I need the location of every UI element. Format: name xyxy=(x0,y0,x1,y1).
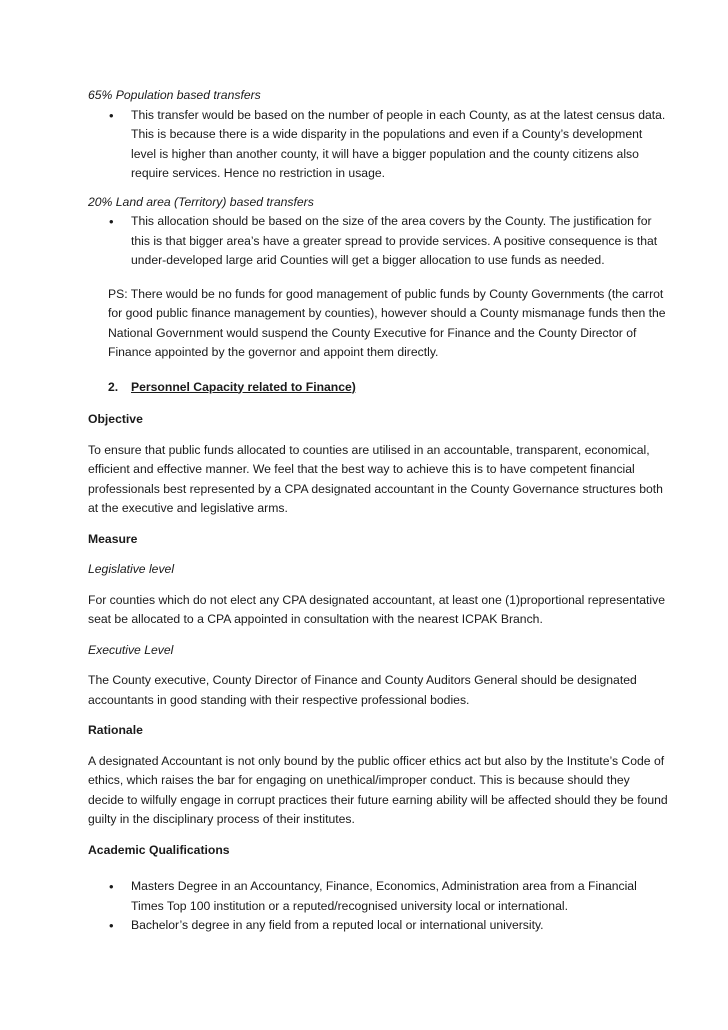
executive-level-text: The County executive, County Director of Finance and County Auditors General should be designated accountants in good standing with their respective professional bodies. xyxy=(88,673,637,707)
ps-note: PS: There would be no funds for good management of public funds by County Governments (the carrot for good public finance management by counties), however should a County mismanage funds then the National Government would suspend the County Executive for Finance and the County Director of Finance appointed by the governor and appoint them directly. xyxy=(108,286,666,359)
section-2-number: 2. xyxy=(108,379,119,394)
population-transfers-bullet: • This transfer would be based on the number of people in each County, as at the latest census data. This is because there is a wide disparity in the populations and even if a County’s development level is higher than another county, it will have a bigger population and the county citizens also require services. Hence no restriction in usage. xyxy=(88,106,668,184)
land-transfers-bullet: • This allocation should be based on the size of the area covers by the County. The justification for this is that bigger area’s have a greater spread to provide services. A positive consequence is that under-developed large arid Counties will get a bigger allocation to use funds as needed. xyxy=(88,212,668,271)
rationale-text: A designated Accountant is not only bound by the public officer ethics act but also by the Institute’s Code of ethics, which raises the bar for engaging on unethical/improper conduct. This is because should they decide to wilfully engage in corrupt practices their future earning ability will be affected should they be found guilty in the disciplinary process of their institutes. xyxy=(88,753,668,826)
academic-qualifications-heading: Academic Qualifications xyxy=(88,842,230,857)
objective-heading: Objective xyxy=(88,412,143,426)
population-transfers-heading: 65% Population based transfers xyxy=(88,88,261,102)
section-2-title: Personnel Capacity related to Finance) xyxy=(131,379,356,394)
legislative-level-heading: Legislative level xyxy=(88,562,175,576)
land-transfers-list xyxy=(88,212,668,271)
list-item: • Bachelor’s degree in any field from a reputed local or international university. xyxy=(88,916,668,936)
academic-qualifications-list xyxy=(88,877,668,936)
list-item: • Masters Degree in an Accountancy, Finance, Economics, Administration area from a Financial Times Top 100 institution or a reputed/recognised university local or international. xyxy=(88,877,668,916)
measure-heading: Measure xyxy=(88,531,138,546)
land-transfers-heading: 20% Land area (Territory) based transfers xyxy=(88,194,314,209)
legislative-level-text: For counties which do not elect any CPA designated accountant, at least one (1)proportional representative seat be allocated to a CPA appointed in consultation with the nearest ICPAK Branch. xyxy=(88,592,665,626)
executive-level-heading: Executive Level xyxy=(88,642,174,657)
rationale-heading: Rationale xyxy=(88,723,143,737)
population-transfers-list xyxy=(88,106,668,184)
section-2-heading xyxy=(88,378,668,398)
objective-text: To ensure that public funds allocated to counties are utilised in an accountable, transparent, economical, efficient and effective manner. We feel that the best way to achieve this is to have competent financial professionals best represented by a CPA designated accountant in the County Governance structures both at the executive and legislative arms. xyxy=(88,442,663,515)
